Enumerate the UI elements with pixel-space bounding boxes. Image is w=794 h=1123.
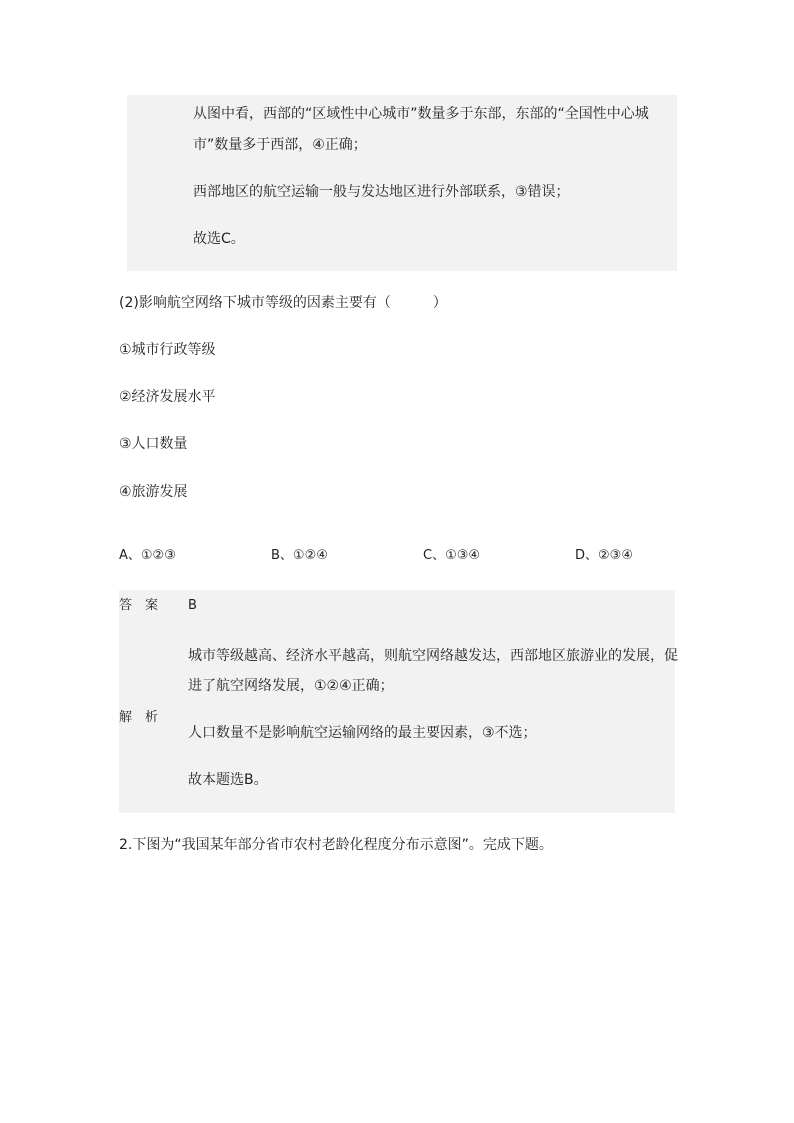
statement-1: ①城市行政等级 (119, 342, 216, 358)
analysis-label: 解 析 (119, 710, 159, 725)
previous-explanation-conclusion: 故选C。 (193, 231, 245, 247)
answer-value: B (188, 598, 197, 613)
previous-explanation-line-1: 从图中看，西部的“区域性中心城市”数量多于东部，东部的“全国性中心城 (193, 106, 649, 122)
option-c: C、①③④ (423, 548, 481, 563)
option-d: D、②③④ (575, 548, 633, 563)
analysis-line-2: 进了航空网络发展，①②④正确； (188, 678, 394, 694)
statement-3: ③人口数量 (119, 436, 188, 452)
analysis-conclusion: 故本题选B。 (188, 772, 268, 788)
answer-label: 答 案 (119, 598, 159, 613)
statement-2: ②经济发展水平 (119, 389, 216, 405)
analysis-line-1: 城市等级越高、经济水平越高，则航空网络越发达，西部地区旅游业的发展，促 (188, 648, 678, 664)
statement-4: ④旅游发展 (119, 484, 188, 500)
option-a: A、①②③ (119, 548, 176, 563)
previous-explanation-line-3: 西部地区的航空运输一般与发达地区进行外部联系，③错误； (193, 184, 570, 200)
previous-explanation-line-2: 市”数量多于西部，④正确； (193, 137, 367, 153)
option-b: B、①②④ (271, 548, 328, 563)
next-question-stem: 2.下图为“我国某年部分省市农村老龄化程度分布示意图”。完成下题。 (119, 837, 553, 853)
analysis-line-3: 人口数量不是影响航空运输网络的最主要因素，③不选； (188, 725, 537, 741)
question-stem: (2)影响航空网络下城市等级的因素主要有（ ） (119, 295, 447, 311)
